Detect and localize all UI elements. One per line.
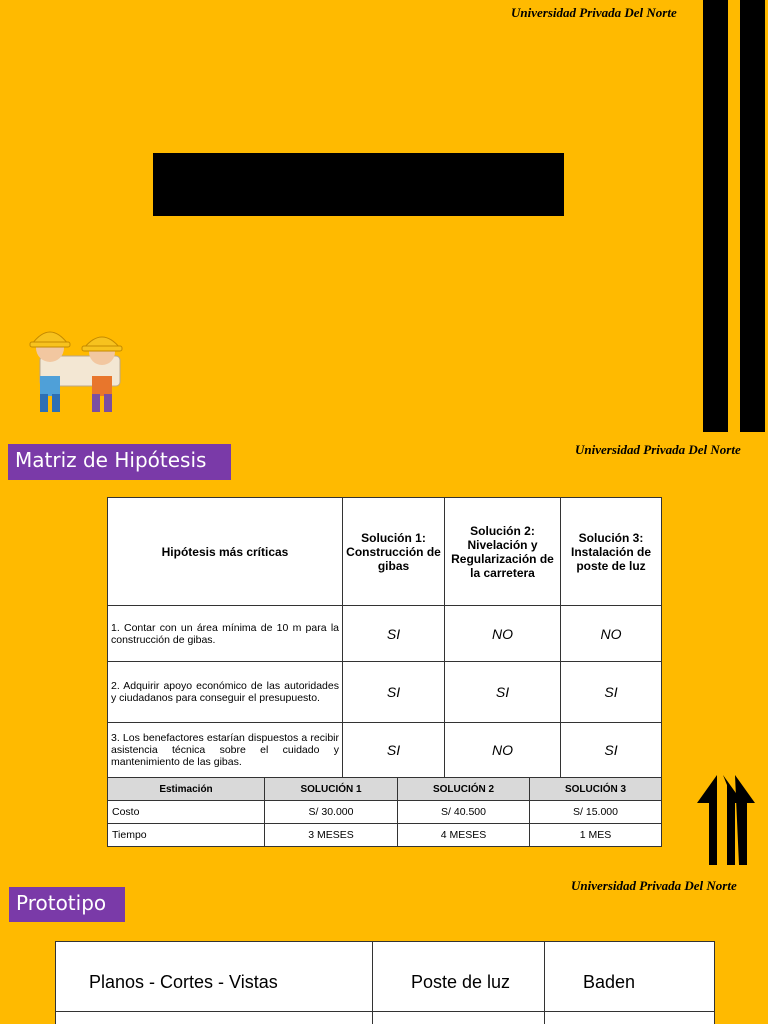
cost-value: S/ 30.000 (265, 801, 398, 824)
header-solution-2: Solución 2: Nivelación y Regularización de la carretera (445, 498, 561, 606)
answer-cell: SI (561, 723, 662, 778)
matrix-header-row (108, 498, 662, 606)
table-row (108, 723, 662, 778)
answer-cell: SI (561, 662, 662, 723)
empty-cell (373, 1012, 545, 1024)
answer-cell: NO (445, 723, 561, 778)
black-stripe-left (703, 0, 728, 432)
matrix-title: Matriz de Hipótesis (8, 444, 231, 480)
estimation-table (107, 777, 662, 847)
empty-cell (56, 1012, 373, 1024)
answer-cell: SI (445, 662, 561, 723)
header-sol-3: SOLUCIÓN 3 (530, 778, 662, 801)
header-hypotheses: Hipótesis más críticas (108, 498, 343, 606)
answer-cell: SI (343, 662, 445, 723)
upn-logo-icon (695, 773, 757, 867)
estimation-header-row (108, 778, 662, 801)
table-row (56, 1012, 715, 1024)
hypothesis-text: 3. Los benefactores estarían dispuestos a recibir asistencia técnica sobre el cuidado y mantenimiento de las gibas. (108, 723, 343, 778)
table-row (56, 942, 715, 1012)
empty-cell (545, 1012, 715, 1024)
prototype-title: Prototipo (9, 887, 125, 922)
header-estimation: Estimación (108, 778, 265, 801)
university-name: Universidad Privada Del Norte (511, 5, 677, 20)
redacted-title-bar (153, 153, 564, 216)
time-label: Tiempo (108, 824, 265, 847)
table-row (108, 662, 662, 723)
prototype-col-plans: Planos - Cortes - Vistas (56, 942, 373, 1012)
table-row (108, 801, 662, 824)
prototype-table (55, 941, 715, 1024)
university-name-2: Universidad Privada Del Norte (575, 442, 741, 457)
answer-cell: NO (445, 606, 561, 662)
time-value: 3 MESES (265, 824, 398, 847)
hypothesis-text: 1. Contar con un área mínima de 10 m para la construcción de gibas. (108, 606, 343, 662)
hypothesis-text: 2. Adquirir apoyo económico de las autoridades y ciudadanos para conseguir el presupuesto. (108, 662, 343, 723)
prototype-col-pole: Poste de luz (373, 942, 545, 1012)
header-sol-1: SOLUCIÓN 1 (265, 778, 398, 801)
header-solution-3: Solución 3: Instalación de poste de luz (561, 498, 662, 606)
time-value: 1 MES (530, 824, 662, 847)
university-name-3: Universidad Privada Del Norte (571, 878, 737, 893)
prototype-col-baden: Baden (545, 942, 715, 1012)
construction-workers-illustration (22, 318, 128, 418)
answer-cell: SI (343, 606, 445, 662)
answer-cell: NO (561, 606, 662, 662)
header-solution-1: Solución 1: Construcción de gibas (343, 498, 445, 606)
table-row (108, 824, 662, 847)
cost-value: S/ 40.500 (398, 801, 530, 824)
time-value: 4 MESES (398, 824, 530, 847)
black-stripe-right (740, 0, 765, 432)
header-sol-2: SOLUCIÓN 2 (398, 778, 530, 801)
cost-label: Costo (108, 801, 265, 824)
table-row (108, 606, 662, 662)
cost-value: S/ 15.000 (530, 801, 662, 824)
hypothesis-matrix-table (107, 497, 662, 778)
answer-cell: SI (343, 723, 445, 778)
